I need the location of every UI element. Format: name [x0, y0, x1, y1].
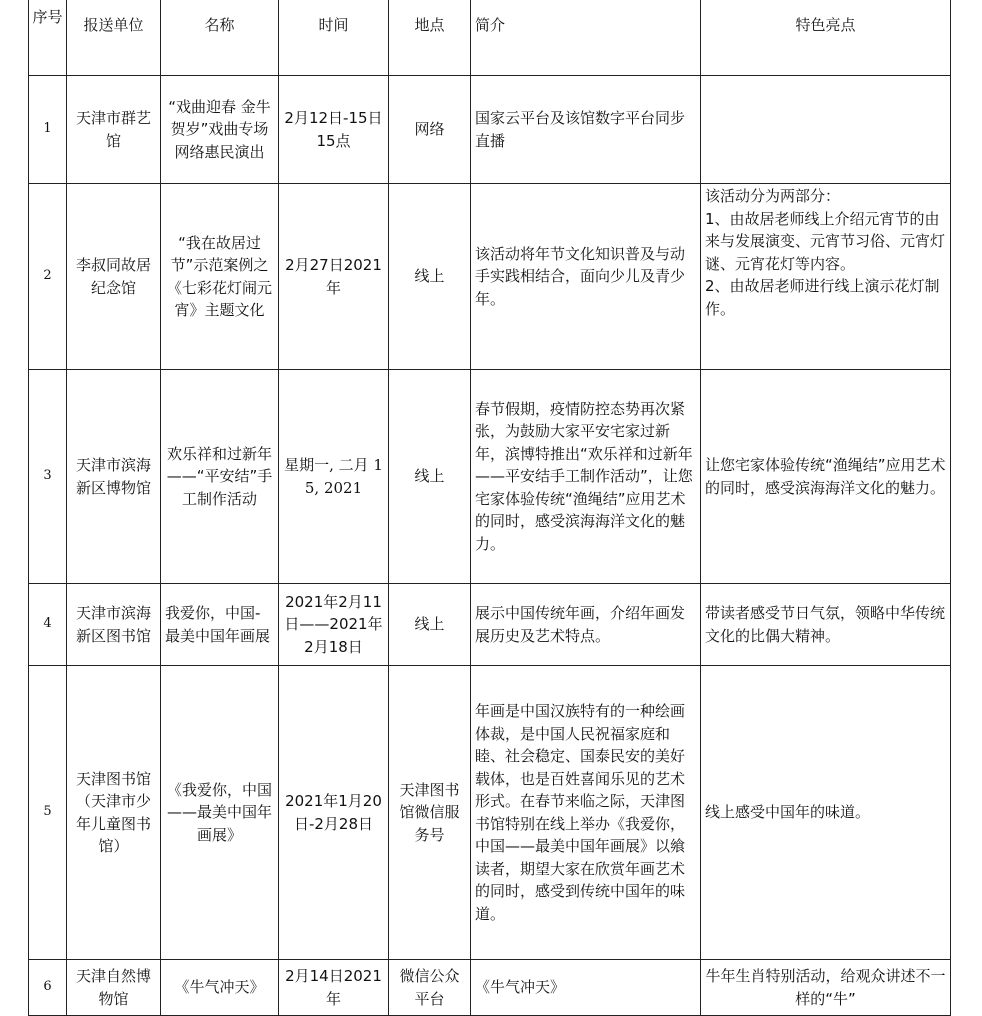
row-highlight: 带读者感受节日气氛，领略中华传统文化的比偶大精神。	[701, 584, 951, 666]
row-intro: 年画是中国汉族特有的一种绘画体裁，是中国人民祝福家庭和睦、社会稳定、国泰民安的美好载体，也是百姓喜闻乐见的艺术形式。在春节来临之际，天津图书馆特别在线上举办《我爱你，中国——最美中国年画展》以飨读者，期望大家在欣赏年画艺术的同时，感受到传统中国年的味道。	[471, 666, 701, 960]
row-place: 天津图书馆微信服务号	[389, 666, 471, 960]
row-time: 2月12日-15日15点	[279, 76, 389, 184]
row-place: 微信公众平台	[389, 960, 471, 1016]
row-place: 线上	[389, 584, 471, 666]
table-row	[29, 960, 951, 1016]
row-time: 2月27日2021年	[279, 184, 389, 370]
table-row	[29, 370, 951, 584]
row-highlight: 该活动分为两部分： 1、由故居老师线上介绍元宵节的由来与发展演变、元宵节习俗、元宵灯谜、元宵花灯等内容。 2、由故居老师进行线上演示花灯制作。	[701, 184, 951, 370]
row-place: 网络	[389, 76, 471, 184]
row-no: 5	[29, 666, 67, 960]
row-unit: 天津市群艺馆	[67, 76, 161, 184]
row-unit: 天津市滨海新区图书馆	[67, 584, 161, 666]
row-name: 我爱你，中国-最美中国年画展	[161, 584, 279, 666]
row-highlight: 牛年生肖特别活动，给观众讲述不一样的“牛”	[701, 960, 951, 1016]
row-no: 2	[29, 184, 67, 370]
row-intro: 春节假期，疫情防控态势再次紧张，为鼓励大家平安宅家过新年，滨博特推出“欢乐祥和过新年——平安结手工制作活动”，让您宅家体验传统“渔绳结”应用艺术的同时，感受滨海海洋文化的魅力。	[471, 370, 701, 584]
row-name: 欢乐祥和过新年——“平安结”手工制作活动	[161, 370, 279, 584]
row-highlight	[701, 76, 951, 184]
row-unit: 天津市滨海新区博物馆	[67, 370, 161, 584]
header-highlight: 特色亮点	[701, 0, 951, 76]
table-row	[29, 76, 951, 184]
row-time: 星期一, 二月 15, 2021	[279, 370, 389, 584]
row-place: 线上	[389, 184, 471, 370]
header-time: 时间	[279, 0, 389, 76]
header-unit: 报送单位	[67, 0, 161, 76]
row-time: 2021年2月11日——2021年2月18日	[279, 584, 389, 666]
table-header-row	[29, 0, 951, 76]
row-name: 《我爱你，中国——最美中国年画展》	[161, 666, 279, 960]
row-intro: 国家云平台及该馆数字平台同步直播	[471, 76, 701, 184]
row-name: 《牛气冲天》	[161, 960, 279, 1016]
row-unit: 李叔同故居纪念馆	[67, 184, 161, 370]
table-row	[29, 666, 951, 960]
activity-table	[28, 0, 951, 1016]
header-intro: 简介	[471, 0, 701, 76]
row-highlight: 线上感受中国年的味道。	[701, 666, 951, 960]
row-intro: 该活动将年节文化知识普及与动手实践相结合，面向少儿及青少年。	[471, 184, 701, 370]
row-no: 1	[29, 76, 67, 184]
row-no: 6	[29, 960, 67, 1016]
table-row	[29, 184, 951, 370]
row-time: 2月14日2021年	[279, 960, 389, 1016]
row-intro: 《牛气冲天》	[471, 960, 701, 1016]
row-no: 3	[29, 370, 67, 584]
table-row	[29, 584, 951, 666]
row-name: “我在故居过节”示范案例之《七彩花灯闹元宵》主题文化	[161, 184, 279, 370]
header-seq: 序号	[29, 0, 67, 76]
row-name: “戏曲迎春 金牛贺岁”戏曲专场网络惠民演出	[161, 76, 279, 184]
header-name: 名称	[161, 0, 279, 76]
row-unit: 天津自然博物馆	[67, 960, 161, 1016]
row-time: 2021年1月20日-2月28日	[279, 666, 389, 960]
header-place: 地点	[389, 0, 471, 76]
row-place: 线上	[389, 370, 471, 584]
row-intro: 展示中国传统年画，介绍年画发展历史及艺术特点。	[471, 584, 701, 666]
row-no: 4	[29, 584, 67, 666]
row-unit: 天津图书馆（天津市少年儿童图书馆）	[67, 666, 161, 960]
row-highlight: 让您宅家体验传统“渔绳结”应用艺术的同时，感受滨海海洋文化的魅力。	[701, 370, 951, 584]
